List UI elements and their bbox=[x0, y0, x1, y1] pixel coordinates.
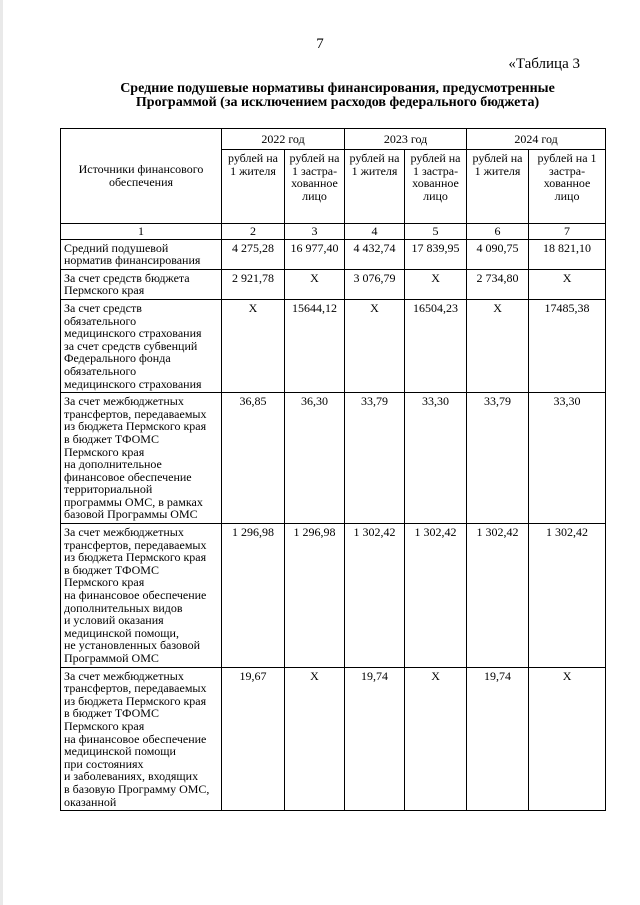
column-number: 3 bbox=[285, 224, 345, 240]
year-header-2022: 2022 год bbox=[222, 129, 345, 150]
subheader-per-insured: рублей на 1 застра-хованное лицо bbox=[405, 150, 467, 224]
table-cell: X bbox=[345, 299, 405, 392]
source-column-header: Источники финансового обеспечения bbox=[61, 129, 222, 224]
row-label: За счет средств бюджета Пермского края bbox=[61, 269, 222, 299]
table-cell: 16504,23 bbox=[405, 299, 467, 392]
table-reference: «Таблица 3 bbox=[508, 56, 580, 72]
table-cell: 1 302,42 bbox=[345, 524, 405, 668]
table-cell: X bbox=[467, 299, 529, 392]
table-row bbox=[61, 239, 606, 269]
table-row bbox=[61, 524, 606, 668]
financing-table bbox=[60, 128, 606, 811]
document-title bbox=[60, 82, 615, 110]
table-cell: 2 921,78 bbox=[222, 269, 285, 299]
table-cell: 1 296,98 bbox=[222, 524, 285, 668]
table-cell: 4 090,75 bbox=[467, 239, 529, 269]
column-number: 1 bbox=[61, 224, 222, 240]
title-line-2: Программой (за исключением расходов федерального бюджета) bbox=[135, 95, 540, 110]
table-cell: 36,85 bbox=[222, 393, 285, 524]
table-cell: 33,79 bbox=[345, 393, 405, 524]
table-cell: X bbox=[529, 269, 606, 299]
year-header-2024: 2024 год bbox=[467, 129, 606, 150]
table-cell: 33,30 bbox=[529, 393, 606, 524]
column-number: 6 bbox=[467, 224, 529, 240]
row-label: За счет средств обязательного медицинского страхования за счет средств субвенций Федерального фонда обязательного медицинского страхования bbox=[61, 299, 222, 392]
table-cell: 19,74 bbox=[345, 667, 405, 811]
column-number: 4 bbox=[345, 224, 405, 240]
table-cell: X bbox=[529, 667, 606, 811]
table-cell: 1 302,42 bbox=[529, 524, 606, 668]
page-number: 7 bbox=[316, 36, 324, 52]
subheader-per-insured: рублей на 1 застра-хованное лицо bbox=[285, 150, 345, 224]
subheader-per-resident: рублей на 1 жителя bbox=[345, 150, 405, 224]
table-cell: 4 275,28 bbox=[222, 239, 285, 269]
table-cell: 1 302,42 bbox=[467, 524, 529, 668]
row-label: За счет межбюджетных трансфертов, передаваемых из бюджета Пермского края в бюджет ТФОМС Пермского края на финансовое обеспечение медицинской помощи при состояниях и заболеваниях, входящих в базовую Программу ОМС, оказанной bbox=[61, 667, 222, 811]
year-header-2023: 2023 год bbox=[345, 129, 467, 150]
subheader-per-insured: рублей на 1 застра-хованное лицо bbox=[529, 150, 606, 224]
column-number-row bbox=[61, 224, 606, 240]
table-cell: X bbox=[405, 667, 467, 811]
table-cell: 33,79 bbox=[467, 393, 529, 524]
table-cell: 2 734,80 bbox=[467, 269, 529, 299]
scan-edge bbox=[0, 0, 3, 905]
table-cell: 18 821,10 bbox=[529, 239, 606, 269]
table-cell: 17 839,95 bbox=[405, 239, 467, 269]
table-cell: 4 432,74 bbox=[345, 239, 405, 269]
row-label: За счет межбюджетных трансфертов, передаваемых из бюджета Пермского края в бюджет ТФОМС Пермского края на финансовое обеспечение дополнительных видов и условий оказания медицинской помощи, не установленных базовой Программой ОМС bbox=[61, 524, 222, 668]
table-row bbox=[61, 667, 606, 811]
column-number: 2 bbox=[222, 224, 285, 240]
column-number: 5 bbox=[405, 224, 467, 240]
table-cell: 3 076,79 bbox=[345, 269, 405, 299]
subheader-per-resident: рублей на 1 жителя bbox=[467, 150, 529, 224]
table-row bbox=[61, 269, 606, 299]
table-cell: X bbox=[285, 269, 345, 299]
table-cell: 19,67 bbox=[222, 667, 285, 811]
table-cell: 33,30 bbox=[405, 393, 467, 524]
table-cell: 19,74 bbox=[467, 667, 529, 811]
title-line-1: Средние подушевые нормативы финансирования, предусмотренные bbox=[120, 81, 555, 96]
table-cell: X bbox=[405, 269, 467, 299]
table-row bbox=[61, 393, 606, 524]
table-cell: X bbox=[285, 667, 345, 811]
row-label: За счет межбюджетных трансфертов, передаваемых из бюджета Пермского края в бюджет ТФОМС Пермского края на дополнительное финансовое обеспечение территориальной программы ОМС, в рамках базовой Программы ОМС bbox=[61, 393, 222, 524]
subheader-per-resident: рублей на 1 жителя bbox=[222, 150, 285, 224]
table-cell: 17485,38 bbox=[529, 299, 606, 392]
column-number: 7 bbox=[529, 224, 606, 240]
row-label: Средний подушевой норматив финансирования bbox=[61, 239, 222, 269]
table-row bbox=[61, 299, 606, 392]
table-cell: X bbox=[222, 299, 285, 392]
table-cell: 1 302,42 bbox=[405, 524, 467, 668]
table-cell: 1 296,98 bbox=[285, 524, 345, 668]
table-cell: 16 977,40 bbox=[285, 239, 345, 269]
table-cell: 36,30 bbox=[285, 393, 345, 524]
table-cell: 15644,12 bbox=[285, 299, 345, 392]
